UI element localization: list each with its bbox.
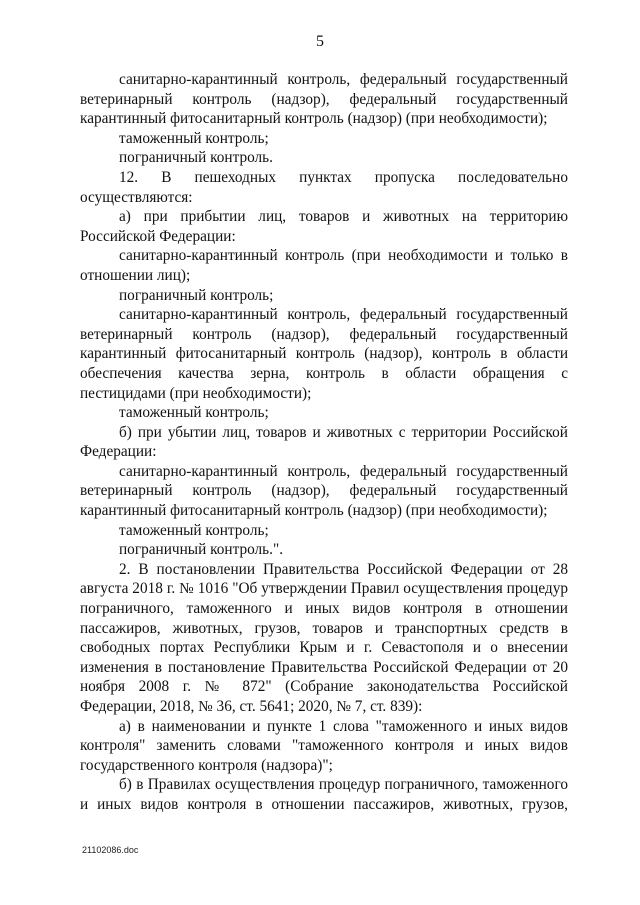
paragraph-subitem-a-replace: а) в наименовании и пункте 1 слова "таможенного и иных видов контроля" заменить словами "таможенного контроля и иных видов государственного контроля (надзора)";: [80, 717, 568, 774]
page-number: 5: [316, 33, 324, 50]
paragraph-sanitary-control-1: санитарно-карантинный контроль, федеральный государственный ветеринарный контроль (надзор), федеральный государственный карантинный фитосанитарный контроль (надзор) (при необходимости);: [80, 71, 568, 128]
footer-filename: 21102086.doc: [82, 845, 139, 855]
paragraph-item-b-departure: б) при убытии лиц, товаров и животных с территории Российской Федерации:: [80, 423, 568, 461]
paragraph-sanitary-control-3: санитарно-карантинный контроль, федеральный государственный ветеринарный контроль (надзор), федеральный государственный карантинный фитосанитарный контроль (надзор), контроль в области обеспечения качества зерна, контроль в области обращения с пестицидами (при необходимости);: [80, 306, 568, 402]
paragraph-item-a-arrival: а) при прибытии лиц, товаров и животных на территорию Российской Федерации:: [80, 208, 568, 245]
document-body: [80, 70, 568, 815]
paragraph-border-control-1: пограничный контроль.: [119, 149, 273, 167]
paragraph-subitem-b-rules: б) в Правилах осуществления процедур пограничного, таможенного и иных видов контроля в отношении пассажиров, животных, грузов,: [80, 776, 568, 813]
paragraph-border-control-2: пограничный контроль;: [119, 286, 274, 304]
paragraph-customs-control-3: таможенный контроль;: [119, 521, 269, 539]
paragraph-item-12: 12. В пешеходных пунктах пропуска последовательно осуществляются:: [80, 168, 568, 206]
paragraph-sanitary-control-4: санитарно-карантинный контроль, федеральный государственный ветеринарный контроль (надзор), федеральный государственный карантинный фитосанитарный контроль (надзор) (при необходимости);: [80, 462, 568, 520]
paragraph-item-2-resolution: 2. В постановлении Правительства Российской Федерации от 28 августа 2018 г. № 1016 "Об утверждении Правил осуществления процедур пограничного, таможенного и иных видов контроля в отношении пассажиров, животных, грузов, товаров и транспортных средств в свободных портах Республики Крым и г. Севастополя и о внесении изменения в постановление Правительства Российской Федерации от 20 ноября 2008 г. № 872" (Собрание законодательства Российской Федерации, 2018, № 36, ст. 5641; 2020, № 7, ст. 839):: [80, 560, 568, 715]
paragraph-border-control-3: пограничный контроль.".: [119, 541, 284, 559]
paragraph-customs-control-1: таможенный контроль;: [119, 129, 269, 147]
paragraph-sanitary-control-2: санитарно-карантинный контроль (при необходимости и только в отношении лиц);: [80, 247, 568, 284]
paragraph-customs-control-2: таможенный контроль;: [119, 404, 269, 422]
